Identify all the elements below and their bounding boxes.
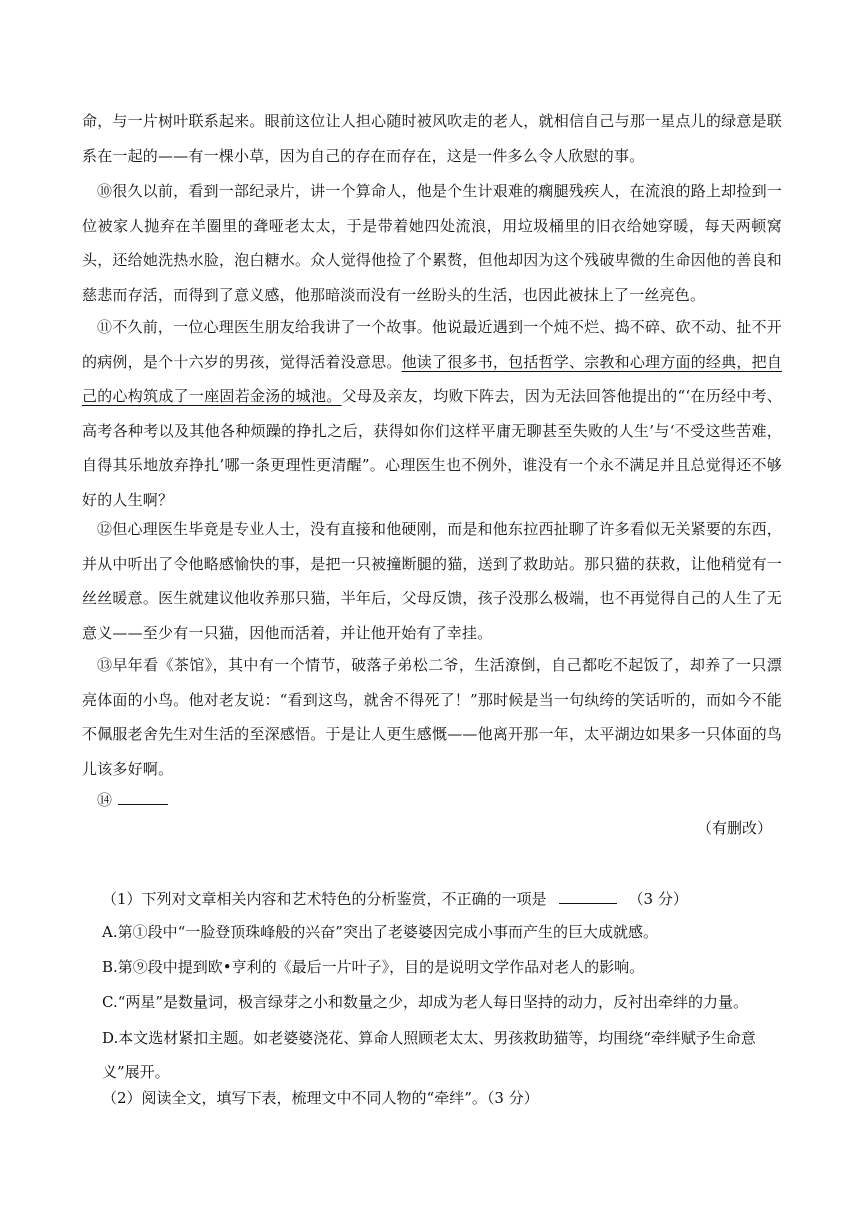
paragraph-14-number: ⑭ <box>97 791 113 809</box>
question-2-stem: （2）阅读全文，填写下表，梳理文中不同人物的“牵绊”。（3 分） <box>102 1089 539 1107</box>
question-1-score: （3 分） <box>628 890 688 908</box>
paragraph-14-answer-blank <box>118 790 168 805</box>
paragraph-11-text-b: 父母及亲友，均败下阵去，因为无法回答他提出的“‘在历经中考、高考各种考以及其他各种烦躁的挣扎之后，获得如你们这样平庸无聊甚至失败的人生’与‘不受这些苦难，自得其乐地放弃挣扎’哪一条更理性更清醒”。心理医生也不例外，谁没有一个永不满足并且总觉得还不够好的人生啊？ <box>82 387 782 509</box>
edit-credit: （有删改） <box>696 819 772 837</box>
paragraph-11-underlined: 他读了很多书，包括哲学、宗教和心理方面的经典，把自己的心构筑成了一座固若金汤的城池。 <box>82 352 782 406</box>
paragraph-14 <box>82 783 782 818</box>
question-1-text: （1）下列对文章相关内容和艺术特色的分析鉴赏，不正确的一项是 <box>102 890 547 908</box>
paragraph-11-text-a: ⑪不久前，一位心理医生朋友给我讲了一个故事。他说最近遇到一个炖不烂、捣不碎、砍不动、扯不开的病例，是个十六岁的男孩，觉得活着没意思。 <box>82 318 782 371</box>
paragraph-10: ⑩很久以前，看到一部纪录片，讲一个算命人，他是个生计艰难的瘸腿残疾人，在流浪的路上却捡到一位被家人抛弃在羊圈里的聋哑老太太，于是带着她四处流浪，用垃圾桶里的旧衣给她穿暖，每天两顿窝头，还给她洗热水脸，泡白糖水。众人觉得他捡了个累赘，但他却因为这个残破卑微的生命因他的善良和慈悲而存活，而得到了意义感，他那暗淡而没有一丝盼头的生活，也因此被抹上了一丝亮色。 <box>82 182 782 304</box>
paragraph-continued: 命，与一片树叶联系起来。眼前这位让人担心随时被风吹走的老人，就相信自己与那一星点儿的绿意是联系在一起的——有一棵小草，因为自己的存在而存在，这是一件多么令人欣慰的事。 <box>82 112 782 165</box>
question-1-option-a: A.第①段中“一脸登顶珠峰般的兴奋”突出了老婆婆因完成小事而产生的巨大成就感。 <box>102 923 658 941</box>
paragraph-13: ⑬早年看《茶馆》，其中有一个情节，破落子弟松二爷，生活潦倒，自己都吃不起饭了，却养了一只漂亮体面的小鸟。他对老友说：“看到这鸟，就舍不得死了！”那时候是当一句纨绔的笑话听的，而如今不能不佩服老舍先生对生活的至深感悟。于是让人更生感慨——他离开那一年，太平湖边如果多一只体面的鸟儿该多好啊。 <box>82 656 782 778</box>
question-1-option-d: D.本文选材紧扣主题。如老婆婆浇花、算命人照顾老太太、男孩救助猫等，均围绕“牵绊赋予生命意义”展开。 <box>102 1029 756 1081</box>
question-1-option-c: C.“两星”是数量词，极言绿芽之小和数量之少，却成为老人每日坚持的动力，反衬出牵绊的力量。 <box>102 993 749 1011</box>
question-1-stem <box>102 884 792 915</box>
question-1-option-b: B.第⑨段中提到欧•亨利的《最后一片叶子》，目的是说明文学作品对老人的影响。 <box>102 958 645 976</box>
paragraph-12: ⑫但心理医生毕竟是专业人士，没有直接和他硬刚，而是和他东拉西扯聊了许多看似无关紧要的东西，并从中听出了令他略感愉快的事，是把一只被撞断腿的猫，送到了救助站。那只猫的获救，让他稍觉有一丝丝暖意。医生就建议他收养那只猫，半年后，父母反馈，孩子没那么极端，也不再觉得自己的人生了无意义——至少有一只猫，因他而活着，并让他开始有了幸挂。 <box>82 520 782 642</box>
question-1-answer-blank <box>559 889 617 904</box>
paragraph-11 <box>82 310 782 518</box>
